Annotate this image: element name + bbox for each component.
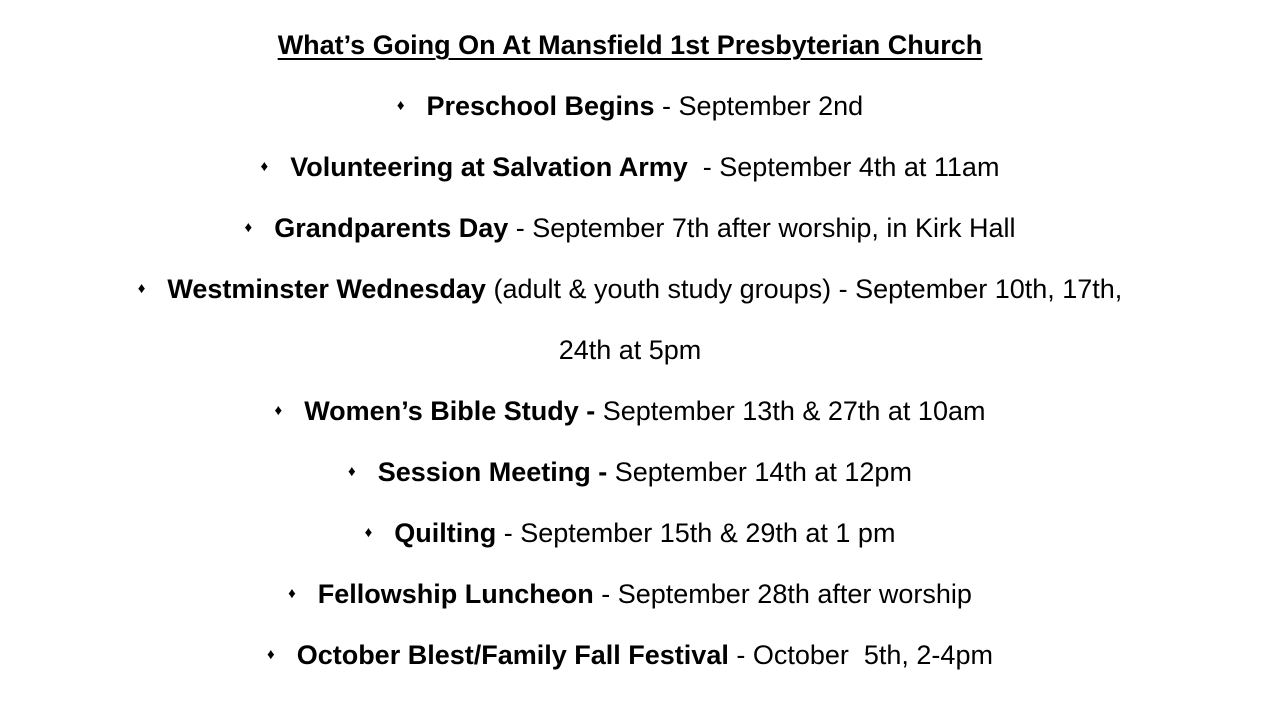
diamond-bullet-icon: ♦: [348, 462, 356, 480]
event-detail: - September 4th at 11am: [687, 152, 1000, 182]
event-name: Quilting: [394, 518, 497, 548]
event-detail: - September 7th after worship, in Kirk Hall: [508, 213, 1016, 243]
event-detail: - October 5th, 2-4pm: [728, 640, 993, 670]
event-item-preschool: [0, 88, 1260, 126]
event-item-volunteering: [0, 149, 1260, 187]
event-detail: (adult & youth study groups) - September 10th, 17th,: [485, 274, 1123, 304]
diamond-bullet-icon: ♦: [267, 645, 275, 663]
event-name: Preschool Begins: [426, 91, 655, 121]
event-detail: - September 15th & 29th at 1 pm: [496, 518, 896, 548]
diamond-bullet-icon: ♦: [260, 157, 269, 175]
diamond-bullet-icon: ♦: [137, 279, 146, 297]
event-detail: September 14th at 12pm: [607, 457, 912, 487]
event-name: Volunteering at Salvation Army: [290, 152, 688, 182]
event-item-westminster-continued: [0, 332, 1260, 368]
event-detail: - September 28th after worship: [593, 579, 972, 609]
event-item-fellowship-luncheon: [0, 576, 1260, 614]
event-name: Westminster Wednesday: [167, 274, 486, 304]
event-item-womens-bible-study: [0, 393, 1260, 431]
diamond-bullet-icon: ♦: [364, 523, 373, 541]
event-name: October Blest/Family Fall Festival: [296, 640, 729, 670]
title-text: What’s Going On At Mansfield 1st Presbyterian Church: [277, 30, 983, 60]
event-detail-continued: 24th at 5pm: [558, 335, 702, 365]
event-item-october-blest: [0, 637, 1260, 675]
event-item-grandparents: [0, 210, 1260, 248]
page-title: [0, 27, 1260, 63]
diamond-bullet-icon: ♦: [274, 401, 283, 419]
event-detail: September 13th & 27th at 10am: [595, 396, 986, 426]
event-item-westminster: [0, 271, 1260, 309]
diamond-bullet-icon: ♦: [244, 218, 253, 236]
event-name: Grandparents Day: [274, 213, 509, 243]
event-name: Session Meeting -: [377, 457, 608, 487]
diamond-bullet-icon: ♦: [288, 584, 296, 602]
event-detail: - September 2nd: [654, 91, 864, 121]
event-name: Women’s Bible Study -: [304, 396, 596, 426]
event-item-session-meeting: [0, 454, 1260, 492]
diamond-bullet-icon: ♦: [396, 96, 405, 114]
event-item-quilting: [0, 515, 1260, 553]
event-name: Fellowship Luncheon: [317, 579, 594, 609]
